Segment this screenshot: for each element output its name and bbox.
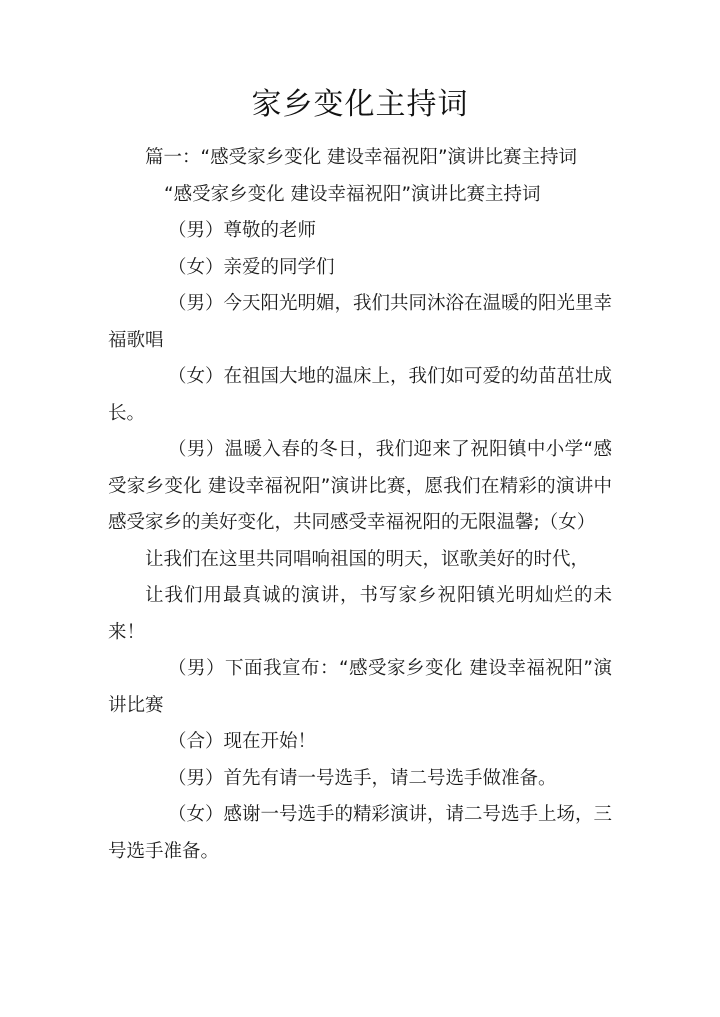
paragraph-subtitle: “感受家乡变化 建设幸福祝阳”演讲比赛主持词 [164,183,541,205]
document-title: 家乡变化主持词 [251,87,469,122]
document-body [108,140,612,870]
paragraph: 让我们在这里共同唱响祖国的明天，讴歌美好的时代， [145,548,590,570]
paragraph: （女）在祖国大地的温床上，我们如可爱的幼苗茁壮成长。 [108,366,613,424]
paragraph: （女）感谢一号选手的精彩演讲，请二号选手上场，三号选手准备。 [108,804,613,862]
paragraph: （男）今天阳光明媚，我们共同沐浴在温暖的阳光里幸福歌唱 [108,293,613,351]
paragraph: （女）亲爱的同学们 [168,256,335,278]
paragraph: （男）下面我宣布：“感受家乡变化 建设幸福祝阳”演讲比赛 [108,658,612,716]
paragraph: （男）尊敬的老师 [168,220,317,241]
paragraph: 让我们用最真诚的演讲，书写家乡祝阳镇光明灿烂的未来！ [108,585,612,643]
paragraph: （合）现在开始！ [168,731,317,752]
paragraph-heading: 篇一：“感受家乡变化 建设幸福祝阳”演讲比赛主持词 [145,147,578,168]
paragraph: （男）首先有请一号选手，请二号选手做准备。 [168,767,557,789]
paragraph: （男）温暖入春的冬日，我们迎来了祝阳镇中小学“感受家乡变化 建设幸福祝阳”演讲比赛，愿我们在精彩的演讲中感受家乡的美好变化，共同感受幸福祝阳的无限温馨;（女） [108,439,612,533]
